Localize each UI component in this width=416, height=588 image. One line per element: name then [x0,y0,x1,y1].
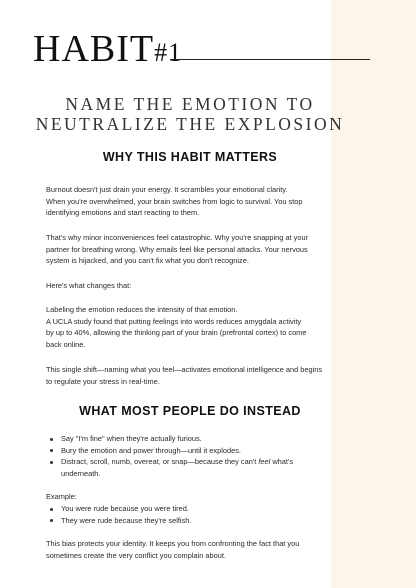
text-line: When you're overwhelmed, your brain switches from logic to survival. You stop [46,196,303,206]
list-item [46,456,336,479]
text-line: Labeling the emotion reduces the intensity of that emotion. [46,305,238,314]
text-line: Here's what changes that: [46,281,132,290]
list-item: Say "I'm fine" when they're actually furious. [46,433,336,445]
text-line: This bias protects your identity. It keeps you from confronting the fact that you [46,539,300,548]
text-line: identifying emotions and start reacting to them. [46,208,200,217]
bullet-text: underneath. [61,468,101,478]
title-rule [170,59,370,60]
list-item: Bury the emotion and power through—until it explodes. [46,445,336,457]
text-line: sometimes create the very conflict you complain about. [46,550,226,560]
text-line: Burnout doesn't just drain your energy. It scrambles your emotional clarity. [46,185,288,194]
list-item: You were rude because you were tired. [46,503,336,515]
section-heading-why: WHY THIS HABIT MATTERS [102,150,278,164]
emphasis-text: feel [258,457,271,466]
example-label [46,491,336,503]
habit-number: #1 [154,38,183,67]
paragraph-catastrophic [46,232,336,267]
text-line: to regulate your stress in real-time. [46,376,160,386]
text-line: back online. [46,339,86,349]
text-line: by up to 40%, allowing the thinking part of your brain (prefrontal cortex) to come [46,328,307,337]
list-item: They were rude because they're selfish. [46,515,336,527]
text-line: A UCLA study found that putting feelings into words reduces amygdala activity [46,316,302,326]
habit-title [33,30,182,68]
text-line: system is hijacked, and you can't fix what you don't recognize. [46,256,249,265]
text-line: This single shift—naming what you feel—activates emotional intelligence and begins [46,365,323,374]
text-line: Example: [46,492,77,501]
habit-subtitle [0,94,380,134]
example-bullet-list [46,503,336,526]
subtitle-line-1: NAME THE EMOTION TO [65,94,315,114]
paragraph-labeling [46,304,336,350]
text-line: That's why minor inconveniences feel catastrophic. Why you're snapping at your [46,233,309,242]
paragraph-shift [46,364,336,387]
paragraph-bias [46,538,336,561]
section-heading-instead: WHAT MOST PEOPLE DO INSTEAD [79,404,301,418]
instead-bullet-list [46,433,336,479]
habit-word: HABIT [33,28,155,70]
bullet-text: what's [270,457,294,466]
paragraph-burnout [46,184,336,219]
subtitle-line-2: NEUTRALIZE THE EXPLOSION [35,114,345,134]
paragraph-changes [46,280,336,292]
bullet-text: Distract, scroll, numb, overeat, or snap—because they can't [61,457,259,466]
text-line: partner for breathing wrong. Why emails feel like personal attacks. Your nervous [46,244,308,254]
